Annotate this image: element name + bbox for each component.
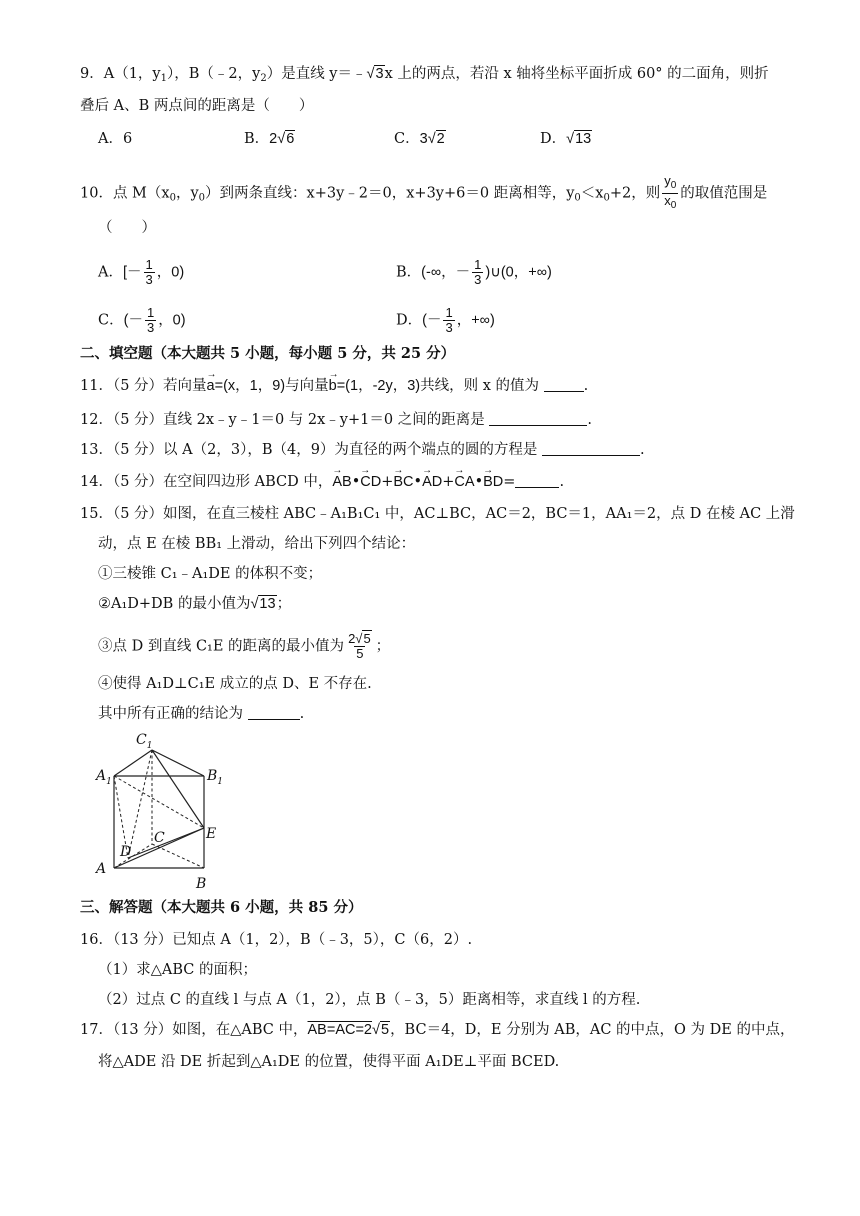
q17-ab-ac: AB=AC=2√5 xyxy=(307,1022,390,1038)
q15-c2-rad: 13 xyxy=(259,596,276,612)
q17-line2: 将△ADE 沿 DE 折起到△A₁DE 的位置，使得平面 A₁DE⊥平面 BCED. xyxy=(98,1054,560,1070)
q16-part1: （1）求△ABC 的面积； xyxy=(98,962,257,978)
q14-dot-1: • xyxy=(351,474,361,490)
section-2-heading: 二、填空题（本大题共 5 小题，每小题 5 分，共 25 分） xyxy=(80,345,456,362)
q9-text-b: ），B（﹣2，y xyxy=(167,66,261,82)
q14-vec-ca: → CA xyxy=(454,472,474,492)
q13-answer-blank[interactable] xyxy=(542,441,640,456)
q11-text-b: 与向量 xyxy=(285,378,329,394)
q10-option-c xyxy=(98,306,186,335)
q10-option-d-label: D． xyxy=(396,312,423,329)
q11-vector-a: → a xyxy=(207,376,215,396)
q10-text-a: 10．点 M（x xyxy=(80,185,170,202)
q10-a-frac-den: 3 xyxy=(145,272,153,287)
q10-c-frac xyxy=(145,306,156,335)
q15-answer-blank[interactable] xyxy=(248,705,300,720)
q10-a-pre: [－ xyxy=(122,264,142,281)
q14-dot-3: • xyxy=(474,474,484,490)
q9-sub2: 2 xyxy=(260,73,267,84)
q10-b-post: )∪(0，+∞) xyxy=(485,264,552,281)
q10-a-post: ，0) xyxy=(156,264,185,281)
q13-line xyxy=(80,440,645,460)
q10-c-post: ，0) xyxy=(158,312,186,329)
section-3-heading: 三、解答题（本大题共 6 小题，共 85 分） xyxy=(80,899,363,916)
q10-b-pre: (-∞，－ xyxy=(421,264,471,281)
q9-c-rad: 2 xyxy=(436,131,445,147)
q15-line2: 动，点 E 在棱 BB₁ 上滑动，给出下列四个结论： xyxy=(98,536,416,552)
q10-option-c-label: C． xyxy=(98,312,124,329)
q14-vec-ad: → AD xyxy=(422,472,442,492)
q10-d-pre: (－ xyxy=(422,312,442,329)
q10-fraction xyxy=(662,174,678,213)
q10-c-pre: (－ xyxy=(123,312,143,329)
q15-ask-text: 其中所有正确的结论为 xyxy=(98,706,243,722)
q14-vec-ab: → AB xyxy=(332,472,351,492)
q15-conclusion-2 xyxy=(98,594,291,614)
label-a: A xyxy=(96,861,107,877)
q9-sqrt3: √3 xyxy=(366,66,384,82)
q15-c3-num-rad: 5 xyxy=(363,631,371,646)
q10-sub-b: 0 xyxy=(198,192,206,204)
q15-c3-frac: $\frac{2√5}{5}$ xyxy=(348,631,371,661)
q10-frac-num-sub: 0 xyxy=(670,180,677,191)
q10-a-frac xyxy=(144,258,155,287)
q10-c-frac-den: 3 xyxy=(146,320,155,335)
q11-vector-b: → b xyxy=(329,376,337,396)
q9-option-b-label: B． xyxy=(244,131,270,147)
q9-c-coef: 3 xyxy=(419,131,428,147)
q10-frac-den: x xyxy=(664,193,671,208)
q15-line1: 15．（5 分）如图，在直三棱柱 ABC﹣A₁B₁C₁ 中，AC⊥BC，AC＝2，BC＝1，AA₁＝2，点 D 在棱 AC 上滑 xyxy=(80,506,795,522)
q10-text-e: +2，则 xyxy=(609,185,661,202)
edge-a1-c1 xyxy=(114,750,152,776)
q9-option-c-val: 3√2 xyxy=(419,131,445,147)
q14-vec-bd: → BD xyxy=(483,472,503,492)
q10-option-a xyxy=(98,258,184,287)
q10-text-f: 的取值范围是 xyxy=(680,185,768,202)
q10-text-b: ，y xyxy=(175,185,199,202)
q9-sqrt3-rad: 3 xyxy=(375,66,384,82)
q14-dot-2: • xyxy=(413,474,423,490)
q9-d-rad: 13 xyxy=(575,131,592,147)
q9-option-b xyxy=(244,128,295,150)
q10-d-frac xyxy=(443,306,454,335)
q17-rad: 5 xyxy=(380,1022,390,1038)
q10-text-d: ＜x xyxy=(580,185,604,202)
q10-option-b xyxy=(396,258,552,287)
q13-text: 13．（5 分）以 A（2，3），B（4，9）为直径的两个端点的圆的方程是 xyxy=(80,442,538,458)
q10-line2: （ ） xyxy=(98,220,156,236)
q11-line xyxy=(80,376,588,396)
q12-answer-blank[interactable] xyxy=(489,411,587,426)
q11-vector-a-value: =(x，1，9) xyxy=(214,378,286,394)
label-e: E xyxy=(206,826,217,842)
q15-end: . xyxy=(299,706,305,722)
q9-line1 xyxy=(80,64,769,89)
q14-vec-cd: → CD xyxy=(360,472,381,492)
q10-frac-den-sub: 0 xyxy=(670,200,677,211)
q9-option-c-label: C． xyxy=(394,131,420,147)
edge-c1-d xyxy=(128,750,152,858)
q14-plus-2: + xyxy=(442,474,455,490)
q15-c2-text: ②A₁D+DB 的最小值为 xyxy=(98,596,251,612)
q10-option-a-label: A． xyxy=(98,264,123,281)
q15-c2-end: ； xyxy=(276,596,292,612)
q17-line1 xyxy=(80,1020,794,1040)
q14-vec-bc: → BC xyxy=(393,472,413,492)
q15-c3-den: 5 xyxy=(356,646,364,661)
label-b1: $B_1$ xyxy=(207,768,224,787)
q10-line1 xyxy=(80,174,767,213)
q9-text-d: x 上的两点，若沿 x 轴将坐标平面折成 60° 的二面角，则折 xyxy=(384,66,769,82)
edge-a1-e xyxy=(114,776,204,828)
q17-text-b: ，BC＝4，D，E 分别为 AB，AC 的中点，O 为 DE 的中点， xyxy=(390,1022,795,1038)
q9-option-a: A．6 xyxy=(98,131,133,147)
q15-c3-num-coef: 2 xyxy=(348,631,356,646)
edge-c1-b1 xyxy=(152,750,204,776)
q16-part2: （2）过点 C 的直线 l 与点 A（1，2），点 B（﹣3，5）距离相等，求直线 l 的方程. xyxy=(98,992,641,1008)
q9-option-c xyxy=(394,128,446,150)
q10-d-frac-den: 3 xyxy=(445,320,453,335)
q9-line2: 叠后 A、B 两点间的距离是（ ） xyxy=(80,98,314,114)
edge-c1-e xyxy=(152,750,204,828)
q10-sub-c: 0 xyxy=(574,192,581,204)
label-c: C xyxy=(154,830,165,846)
q9-text-c: ）是直线 y＝﹣ xyxy=(266,66,367,82)
q13-end: . xyxy=(640,442,645,458)
label-b: B xyxy=(196,876,207,892)
q11-text-a: 11．（5 分）若向量 xyxy=(80,378,207,394)
q14-line xyxy=(80,472,564,492)
q15-conclusion-4: ④使得 A₁D⊥C₁E 成立的点 D、E 不存在. xyxy=(98,676,372,692)
label-c1: $C_1$ xyxy=(136,732,153,751)
q10-text-c: ）到两条直线：x+3y﹣2＝0，x+3y+6＝0 距离相等，y xyxy=(205,185,575,202)
q11-text-c: 共线，则 x 的值为 xyxy=(420,378,540,394)
q9-option-d-val: √13 xyxy=(566,131,592,147)
label-d: D xyxy=(120,844,132,860)
q10-d-post: ，+∞) xyxy=(456,312,495,329)
q9-option-d-label: D． xyxy=(540,131,567,147)
q9-option-b-val: 2√6 xyxy=(269,131,295,147)
q15-c2-sqrt: √13 xyxy=(250,596,276,612)
q14-plus-1: + xyxy=(381,474,394,490)
q10-sub-a: 0 xyxy=(169,192,176,204)
q14-answer-blank[interactable] xyxy=(515,473,559,488)
q12-text: 12．（5 分）直线 2x﹣y﹣1＝0 与 2x﹣y+1＝0 之间的距离是 xyxy=(80,412,485,428)
q14-end: . xyxy=(559,474,565,490)
q10-sub-d: 0 xyxy=(603,192,610,204)
prism-figure xyxy=(92,728,242,894)
q10-b-frac xyxy=(472,258,483,287)
q10-frac-num: y xyxy=(664,173,671,188)
q10-b-frac-den: 3 xyxy=(474,272,482,287)
q12-line xyxy=(80,410,592,430)
label-a1: $A_1$ xyxy=(96,768,112,787)
q10-d-frac-num: 1 xyxy=(445,305,453,320)
q9-b-coef: 2 xyxy=(269,131,278,147)
q9-sub1: 1 xyxy=(160,73,167,84)
q11-vector-b-value: =(1，-2y，3) xyxy=(336,378,421,394)
q15-conclusion-1: ①三棱锥 C₁﹣A₁DE 的体积不变； xyxy=(98,566,323,582)
q10-option-d xyxy=(396,306,495,335)
q10-b-frac-num: 1 xyxy=(474,257,482,272)
q10-option-b-label: B． xyxy=(396,264,422,281)
q9-text-a: 9．A（1，y xyxy=(80,66,161,82)
q10-a-frac-num: 1 xyxy=(145,257,153,272)
q15-conclusion-3 xyxy=(98,632,390,661)
q14-equals: = xyxy=(503,474,516,490)
q14-text: 14．（5 分）在空间四边形 ABCD 中， xyxy=(80,474,333,490)
q15-ask xyxy=(98,704,304,724)
q10-c-frac-num: 1 xyxy=(146,305,155,320)
q12-end: . xyxy=(587,412,592,428)
q17-eq: AB=AC=2 xyxy=(307,1022,373,1038)
q11-answer-blank[interactable] xyxy=(544,377,584,392)
q11-end: . xyxy=(583,378,589,394)
q15-c3-end: ； xyxy=(375,638,391,655)
q17-text-a: 17．（13 分）如图，在△ABC 中， xyxy=(80,1022,308,1038)
q9-b-rad: 6 xyxy=(286,131,295,147)
q16-line1: 16．（13 分）已知点 A（1，2），B（﹣3，5），C（6，2）. xyxy=(80,932,473,948)
q15-c3-text: ③点 D 到直线 C₁E 的距离的最小值为 xyxy=(98,638,345,655)
q9-option-d xyxy=(540,128,592,150)
